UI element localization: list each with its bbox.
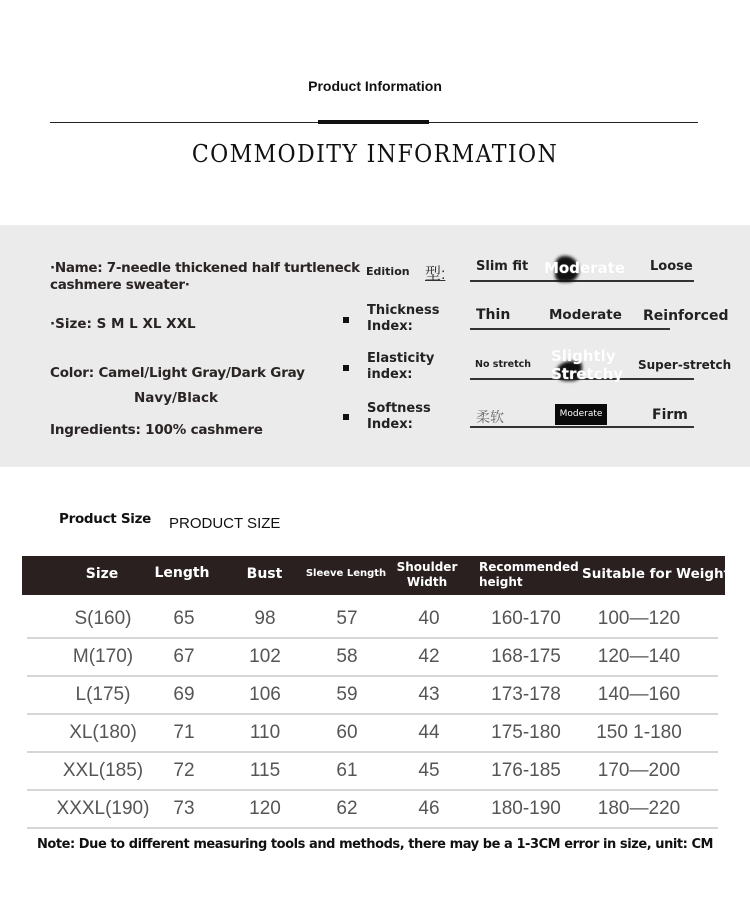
table-cell: 43 <box>418 684 440 705</box>
edition-option-slim: Slim fit <box>476 259 529 274</box>
table-cell: XXXL(190) <box>56 798 150 819</box>
table-cell: S(160) <box>74 608 132 629</box>
bullet-icon <box>343 414 349 420</box>
product-name: ·Name: 7-needle thickened half turtleneck cashmere sweater· <box>50 260 360 293</box>
table-row <box>27 675 718 715</box>
product-sizes: ·Size: S M L XL XXL <box>50 316 196 332</box>
table-cell: 62 <box>336 798 358 819</box>
table-cell: 40 <box>418 608 440 629</box>
product-colors: Color: Camel/Light Gray/Dark Gray <box>50 365 305 381</box>
bullet-icon <box>343 317 349 323</box>
edition-option-loose: Loose <box>650 259 693 274</box>
softness-option-soft: 柔软 <box>476 410 504 426</box>
product-information-title: Product Information <box>308 78 442 94</box>
product-ingredients: Ingredients: 100% cashmere <box>50 422 263 438</box>
product-colors-line2: Navy/Black <box>134 390 218 406</box>
edition-label: Edition <box>366 265 410 278</box>
softness-option-moderate: Moderate <box>555 404 607 425</box>
table-cell: 69 <box>173 684 195 705</box>
product-size-label: Product Size <box>59 511 152 527</box>
table-cell: 59 <box>336 684 358 705</box>
col-shoulder-line2: Width <box>406 575 448 589</box>
table-row <box>27 751 718 791</box>
table-row <box>27 599 718 639</box>
elasticity-option-none: No stretch <box>475 359 532 370</box>
table-cell: 58 <box>336 646 358 667</box>
softness-option-firm: Firm <box>652 407 688 423</box>
table-cell: 110 <box>249 722 281 743</box>
col-rec-line1: Recommended <box>479 560 579 574</box>
table-cell: XXL(185) <box>62 760 144 781</box>
table-cell: XL(180) <box>69 722 137 743</box>
table-cell: 176-185 <box>491 760 561 781</box>
thickness-label-line2: Index: <box>367 319 413 334</box>
table-row <box>27 637 718 677</box>
col-shoulder-width <box>394 560 460 590</box>
divider-accent <box>318 120 429 124</box>
thickness-label <box>367 303 439 335</box>
table-cell: M(170) <box>72 646 134 667</box>
table-cell: 71 <box>173 722 195 743</box>
edition-scale-line <box>470 280 694 282</box>
table-cell: 102 <box>249 646 281 667</box>
table-cell: 173-178 <box>491 684 561 705</box>
col-rec-line2: height <box>479 575 523 589</box>
thickness-option-moderate: Moderate <box>549 307 622 323</box>
table-cell: 60 <box>336 722 358 743</box>
col-shoulder-line1: Shoulder <box>396 560 458 574</box>
table-cell: 46 <box>418 798 440 819</box>
elasticity-option-super: Super-stretch <box>638 358 732 372</box>
col-weight: Suitable for Weight <box>582 566 731 582</box>
table-cell: 150 1-180 <box>596 722 682 743</box>
table-cell: 57 <box>336 608 358 629</box>
table-cell: 61 <box>336 760 358 781</box>
table-cell: 106 <box>249 684 281 705</box>
col-sleeve-length: Sleeve Length <box>305 568 387 579</box>
thickness-label-line1: Thickness <box>367 303 440 318</box>
table-cell: 140—160 <box>597 684 681 705</box>
elasticity-option-slightly <box>551 347 623 383</box>
elasticity-label-line1: Elasticity <box>367 351 435 366</box>
table-cell: 170—200 <box>597 760 681 781</box>
table-cell: 67 <box>173 646 195 667</box>
table-cell: 120 <box>249 798 281 819</box>
table-cell: 73 <box>173 798 195 819</box>
col-recommended-height <box>479 560 579 590</box>
softness-label-line1: Softness <box>367 401 431 416</box>
elasticity-label <box>367 351 434 383</box>
thickness-scale-line <box>470 328 670 330</box>
table-cell: 45 <box>418 760 440 781</box>
elasticity-selected-line2: Stretchy <box>551 365 624 383</box>
commodity-information-title: COMMODITY INFORMATION <box>191 140 559 168</box>
table-cell: L(175) <box>75 684 131 705</box>
size-table-header <box>22 556 731 595</box>
table-cell: 180-190 <box>491 798 561 819</box>
elasticity-label-line2: index: <box>367 367 413 382</box>
table-cell: 168-175 <box>491 646 561 667</box>
table-cell: 175-180 <box>491 722 561 743</box>
table-cell: 42 <box>418 646 440 667</box>
col-bust: Bust <box>246 566 283 582</box>
table-cell: 72 <box>173 760 195 781</box>
edition-option-moderate: Moderate <box>544 259 626 277</box>
table-cell: 160-170 <box>491 608 561 629</box>
bullet-icon <box>343 365 349 371</box>
softness-label <box>367 401 431 433</box>
thickness-option-reinforced: Reinforced <box>643 308 729 324</box>
thickness-option-thin: Thin <box>476 307 511 323</box>
product-size-en: PRODUCT SIZE <box>169 515 281 532</box>
elasticity-selected-line1: Slightly <box>551 347 616 365</box>
col-size: Size <box>85 566 119 582</box>
table-cell: 120—140 <box>597 646 681 667</box>
table-cell: 100—120 <box>597 608 681 629</box>
table-cell: 180—220 <box>597 798 681 819</box>
table-cell: 98 <box>254 608 276 629</box>
table-row <box>27 713 718 753</box>
table-row <box>27 789 718 829</box>
table-cell: 115 <box>249 760 281 781</box>
table-cell: 65 <box>173 608 195 629</box>
size-note: Note: Due to different measuring tools and methods, there may be a 1-3CM error in size, unit: CM <box>36 837 714 852</box>
table-cell: 44 <box>418 722 440 743</box>
edition-label-cn: 型: <box>425 266 446 283</box>
col-length: Length <box>154 565 210 581</box>
softness-label-line2: Index: <box>367 417 413 432</box>
